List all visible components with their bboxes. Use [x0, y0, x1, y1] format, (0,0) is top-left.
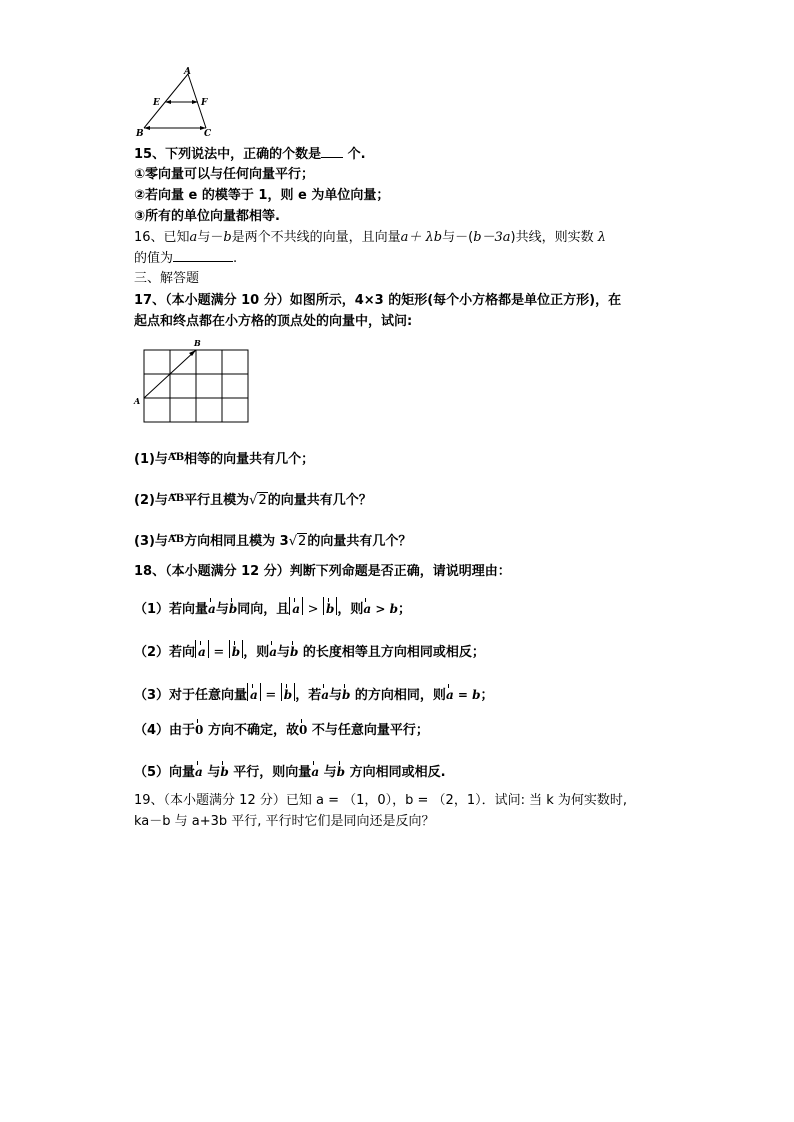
q16-stem: 16、已知a与－b是两个不共线的向量，且向量a＋ λb与－(b－3a)共线，则实数 λ: [134, 230, 607, 245]
grid-label-B: B: [194, 338, 201, 348]
q18-s1: （1）若向量a与b同向，且 a > b ，则a > b；: [134, 602, 411, 617]
q15-item-3: ③所有的单位向量都相等.: [134, 209, 280, 224]
triangle-figure: [134, 66, 214, 138]
q15-stem: 15、下列说法中，正确的个数是 个.: [134, 147, 366, 162]
q15-item-2: ②若向量 e 的模等于 1，则 e 为单位向量；: [134, 188, 390, 203]
q18-title: 18、（本小题满分 12 分）判断下列命题是否正确，请说明理由：: [134, 564, 511, 579]
grid-figure: [132, 338, 252, 428]
q15-item-1: ①零向量可以与任何向量平行；: [134, 167, 315, 182]
q17-line2: 起点和终点都在小方格的顶点处的向量中，试问:: [134, 314, 413, 329]
label-B: B: [136, 129, 144, 138]
q17-line1: 17、（本小题满分 10 分）如图所示，4×3 的矩形(每个小方格都是单位正方形)，在: [134, 293, 622, 308]
grid-label-A: A: [134, 396, 141, 406]
label-F: F: [201, 98, 208, 108]
label-A: A: [184, 67, 191, 77]
q19-line1: 19、（本小题满分 12 分）已知 a = （1，0），b = （2，1）．试问: 当 k 为何实数时,: [134, 793, 628, 808]
q18-s5: （5）向量a 与b 平行，则向量a 与b 方向相同或相反.: [134, 765, 446, 780]
q18-s4: （4）由于0 方向不确定，故0 不与任意向量平行；: [134, 723, 429, 738]
label-E: E: [153, 98, 160, 108]
q19-line2: ka－b 与 a+3b 平行, 平行时它们是同向还是反向？: [134, 814, 435, 829]
q18-s2: （2）若向 a = b ，则a与b 的长度相等且方向相同或相反；: [134, 645, 485, 660]
q18-s3: （3）对于任意向量 a = b ，若a与b 的方向相同，则a = b；: [134, 688, 494, 703]
q17-sub3: (3)与→ $^{AB}$方向相同且模为 3√2的向量共有几个？: [134, 533, 411, 552]
section-title: 三、解答题: [134, 271, 200, 286]
q16-line2: 的值为 .: [134, 251, 238, 266]
q17-sub2: (2)与→ $^{AB}$平行且模为√2的向量共有几个？: [134, 492, 372, 511]
q17-sub1: (1)与→ $^{AB}$相等的向量共有几个；: [134, 451, 314, 470]
label-C: C: [204, 129, 212, 138]
